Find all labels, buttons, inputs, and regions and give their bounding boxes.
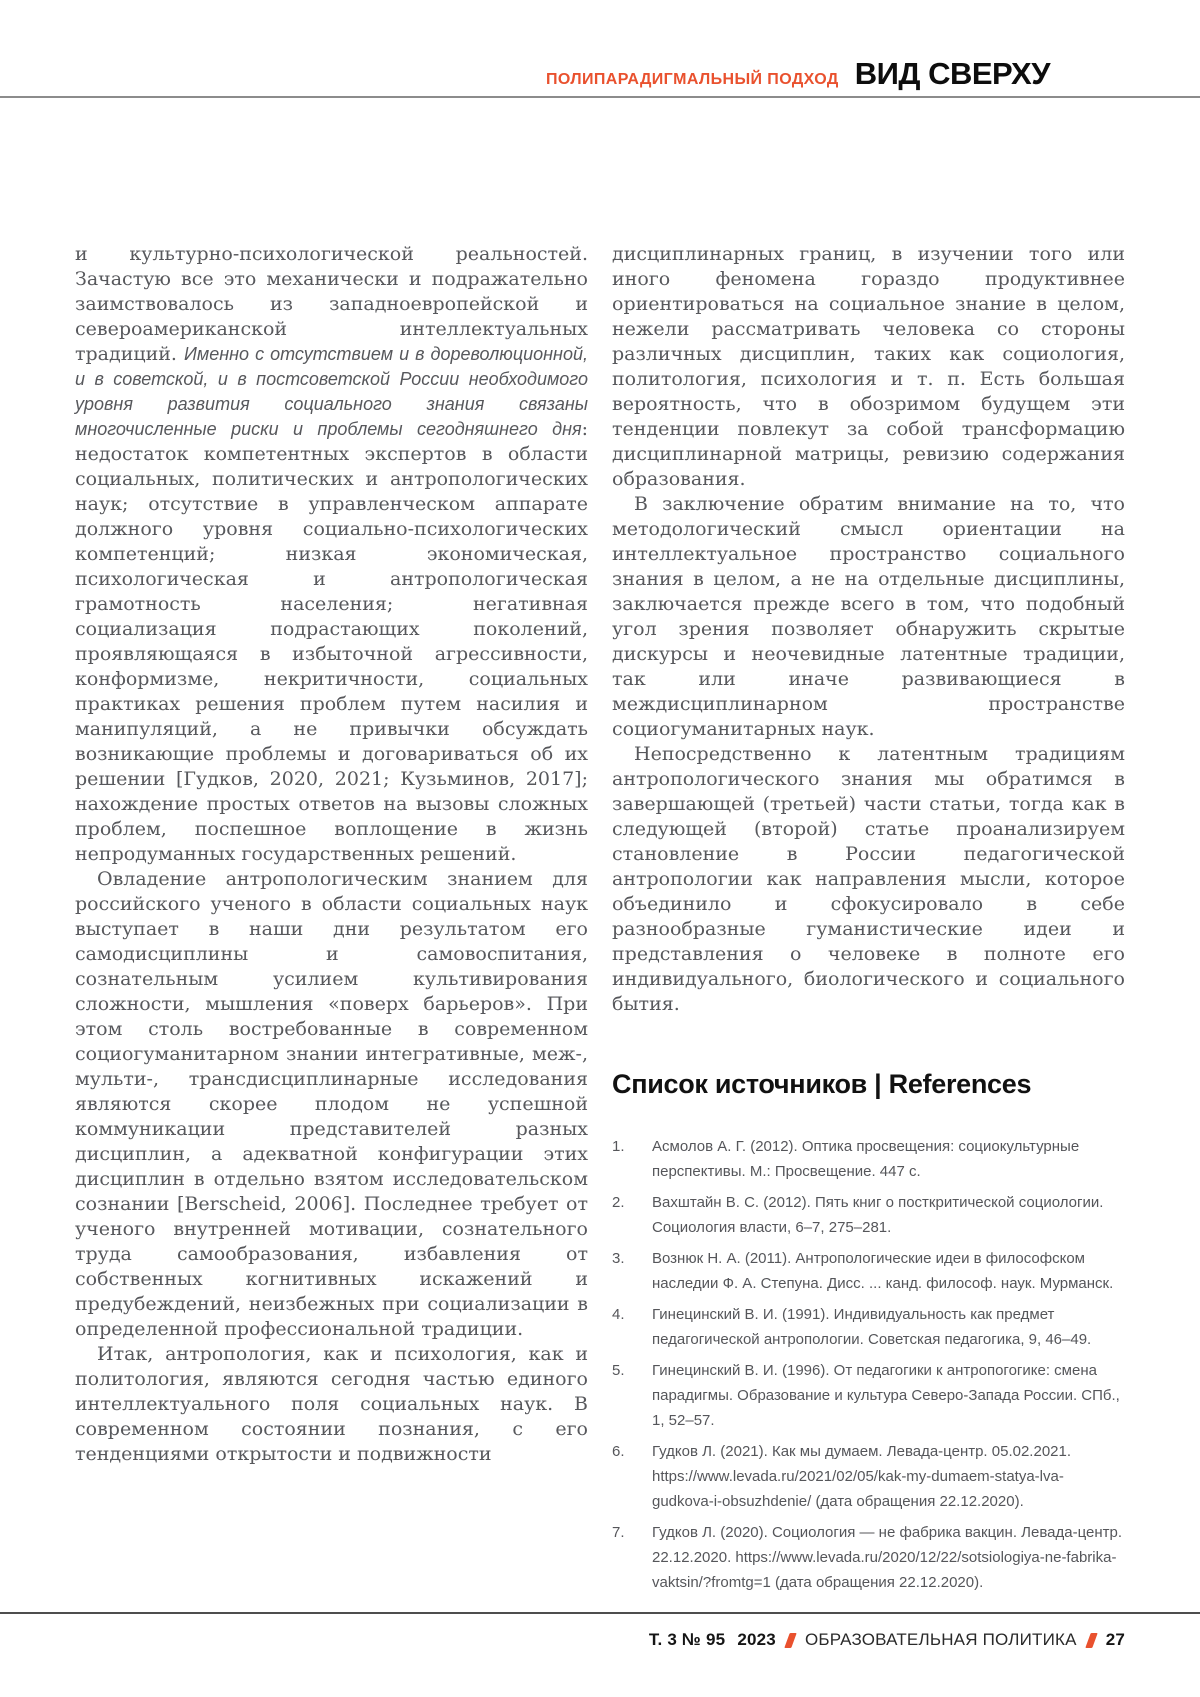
reference-text: Гинецинский В. И. (1991). Индивидуальность как предмет педагогической антропологии. Советская педагогика, 9, 46–49. <box>652 1306 1092 1348</box>
reference-item <box>612 1302 1125 1352</box>
paragraph-text: и культурно-психологической реальностей. Зачастую все это механически и подражательно заимствовалось из западноевропейской и североамериканской интеллектуальных традиций. <box>75 243 588 365</box>
reference-text: Гудков Л. (2020). Социология — не фабрика вакцин. Левада-центр. 22.12.2020. https://www.levada.ru/2020/12/22/sotsiologiya-ne-fabrika-vaktsin/?fromtg=1 (дата обращения 22.12.2020). <box>652 1524 1123 1591</box>
paragraph: Непосредственно к латентным традициям антропологического знания мы обратимся в завершающей (третьей) части статьи, тогда как в следующей (второй) статье проанализируем становление в России педагогической антропологии как направления мысли, которое объединило и сфокусировало в себе разнообразные гуманистические идеи и представления о человеке в полноте его индивидуального, биологического и социального бытия. <box>612 743 1125 1015</box>
reference-text: Асмолов А. Г. (2012). Оптика просвещения: социокультурные перспективы. М.: Просвещение. 447 с. <box>652 1138 1080 1180</box>
reference-number: 1. <box>612 1138 625 1155</box>
reference-number: 2. <box>612 1194 625 1211</box>
reference-item <box>612 1520 1125 1595</box>
left-column <box>75 242 588 1601</box>
reference-text: Гудков Л. (2021). Как мы думаем. Левада-центр. 05.02.2021. https://www.levada.ru/2021/02/05/kak-my-dumaem-statya-lva-gudkova-i-obsuzhdenie/ (дата обращения 22.12.2020). <box>652 1443 1072 1510</box>
reference-item <box>612 1439 1125 1514</box>
reference-item <box>612 1190 1125 1240</box>
header-rule <box>0 96 1200 98</box>
rubric-title: ВИД СВЕРХУ <box>854 56 1050 91</box>
page-footer <box>649 1630 1125 1650</box>
volume-issue: Т. 3 № 95 <box>648 1630 726 1649</box>
reference-number: 4. <box>612 1306 625 1323</box>
paragraph: Итак, антропология, как и психология, как и политология, являются сегодня частью единого интеллектуального поля социальных наук. В современном состоянии познания, с его тенденциями открытости и подвижности <box>75 1343 588 1465</box>
reference-number: 3. <box>612 1250 625 1267</box>
references-heading: Список источников | References <box>612 1069 1032 1099</box>
article-body <box>75 242 1125 1601</box>
paragraph-continuation <box>75 242 588 867</box>
reference-text: Вахштайн В. С. (2012). Пять книг о посткритической социологии. Социология власти, 6–7, 275–281. <box>652 1194 1104 1236</box>
reference-number: 6. <box>612 1443 625 1460</box>
slash-separator-icon <box>1085 1633 1097 1648</box>
footer-rule <box>0 1612 1200 1614</box>
paragraph: В заключение обратим внимание на то, что методологический смысл ориентации на интеллектуальное пространство социального знания в целом, а не на отдельные дисциплины, заключается прежде всего в том, что подобный угол зрения позволяет обнаружить скрытые дискурсы и неочевидные латентные традиции, так или иначе развивающиеся в междисциплинарном пространстве социогуманитарных наук. <box>612 493 1125 740</box>
reference-text: Гинецинский В. И. (1996). От педагогики к антропогогике: смена парадигмы. Образование и культура Северо-Запада России. СПб., 1, 52–57. <box>652 1362 1120 1429</box>
reference-item <box>612 1134 1125 1184</box>
paragraph-italic-text: Именно с отсутствием и в дореволюционной, и в советской, и в постсоветской России необходимого уровня развития социального знания связаны многочисленные риски и проблемы сегодняшнего дня <box>75 344 588 439</box>
page-header <box>546 56 1050 92</box>
paragraph: Овладение антропологическим знанием для российского ученого в области социальных наук выступает в наши дни результатом его самодисциплины и самовоспитания, сознательным усилием культивирования сложности, мышления «поверх барьеров». При этом столь востребованные в современном социогуманитарном знании интегративные, меж-, мульти-, трансдисциплинарные исследования являются скорее плодом не успешной коммуникации представителей разных дисциплин, а адекватной конфигурации этих дисциплин в отдельно взятом исследовательском сознании [Berscheid, 2006]. Последнее требует от ученого внутренней мотивации, сознательного труда самообразования, избавления от собственных когнитивных искажений и предубеждений, неизбежных при социализации в определенной профессиональной традиции. <box>75 868 588 1340</box>
right-column <box>612 242 1125 1601</box>
paragraph-text: : недостаток компетентных экспертов в области социальных, политических и антропологических наук; отсутствие в управленческом аппарате должного уровня социально-психологических компетенций; низкая экономическая, психологическая и антропологическая грамотность населения; негативная социализация подрастающих поколений, проявляющаяся в избыточной агрессивности, конформизме, некритичности, социальных практиках решения проблем путем насилия и манипуляций, а не привычки обсуждать возникающие проблемы и договариваться об их решении [Гудков, 2020, 2021; Кузьминов, 2017]; нахождение простых ответов на вызовы сложных проблем, поспешное воплощение в жизнь непродуманных государственных решений. <box>75 418 588 865</box>
reference-number: 7. <box>612 1524 625 1541</box>
journal-name: ОБРАЗОВАТЕЛЬНАЯ ПОЛИТИКА <box>804 1630 1077 1649</box>
page-number: 27 <box>1105 1630 1125 1649</box>
reference-item <box>612 1358 1125 1433</box>
reference-item <box>612 1246 1125 1296</box>
section-label: ПОЛИПАРАДИГМАЛЬНЫЙ ПОДХОД <box>546 71 839 88</box>
reference-number: 5. <box>612 1362 625 1379</box>
paragraph-continuation: дисциплинарных границ, в изучении того или иного феномена гораздо продуктивнее ориентироваться на социальное знание в целом, нежели рассматривать человека со стороны различных дисциплин, таких как социология, политология, психология и т. п. Есть большая вероятность, что в обозримом будущем эти тенденции повлекут за собой трансформацию дисциплинарной матрицы, ревизию содержания образования. <box>612 243 1125 490</box>
reference-text: Вознюк Н. А. (2011). Антропологические идеи в философском наследии Ф. А. Степуна. Дисс. ... канд. философ. наук. Мурманск. <box>652 1250 1114 1292</box>
year: 2023 <box>737 1630 776 1649</box>
references-list <box>612 1134 1125 1595</box>
slash-separator-icon <box>784 1633 796 1648</box>
